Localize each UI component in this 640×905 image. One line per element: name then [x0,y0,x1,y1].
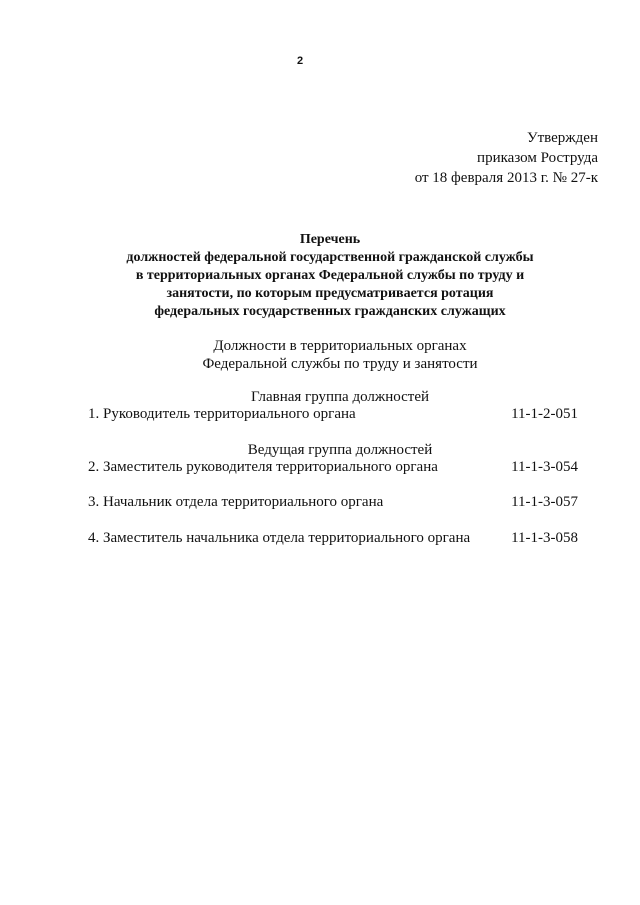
section-heading [180,337,500,373]
position-title: 1. Руководитель территориального органа [88,406,356,422]
position-code: 11-1-3-054 [511,459,578,475]
approval-stamp [415,128,598,188]
position-row [88,405,578,423]
position-title: 2. Заместитель руководителя территориального органа [88,459,438,475]
approval-line-order: приказом Роструда [477,150,598,166]
position-row [88,458,578,476]
position-row [88,529,578,547]
section-line-2: Федеральной службы по труду и занятости [202,356,478,372]
position-title: 4. Заместитель начальника отдела территориального органа [88,530,471,546]
position-code: 11-1-2-051 [511,406,578,422]
group-heading-leading: Ведущая группа должностей [247,442,433,458]
document-title [80,231,580,321]
approval-line-approved: Утвержден [526,130,598,146]
position-row [88,493,578,511]
page-number: 2 [296,55,304,67]
position-code: 11-1-3-058 [511,530,578,546]
approval-line-date: от 18 февраля 2013 г. № 27-к [414,170,598,186]
title-line-2: должностей федеральной государственной гражданской службы [126,250,534,265]
title-line-5: федеральных государственных гражданских служащих [154,304,506,319]
title-line-4: занятости, по которым предусматривается ротация [166,286,494,301]
group-heading-main: Главная группа должностей [250,389,430,405]
title-line-3: в территориальных органах Федеральной службы по труду и [135,268,525,283]
title-line-1: Перечень [299,232,361,247]
section-line-1: Должности в территориальных органах [213,338,467,354]
position-code: 11-1-3-057 [511,494,578,510]
position-title: 3. Начальник отдела территориального органа [88,494,384,510]
